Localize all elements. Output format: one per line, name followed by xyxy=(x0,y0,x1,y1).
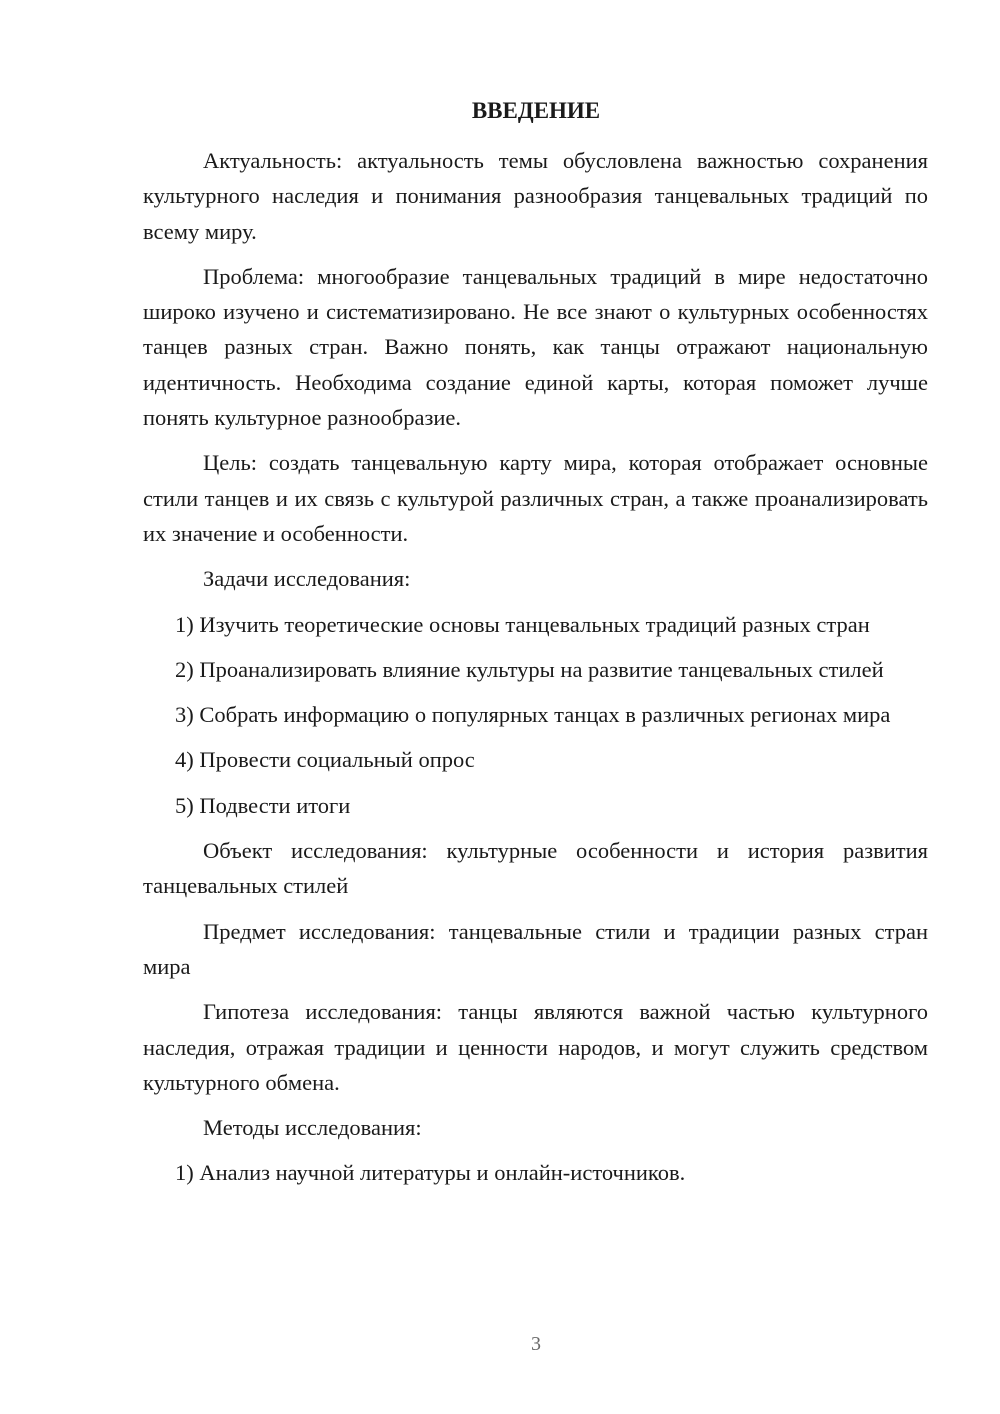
method-item-1: 1) Анализ научной литературы и онлайн-источников. xyxy=(175,1160,686,1186)
paragraph-goal: Цель: создать танцевальную карту мира, которая отображает основные стили танцев и их связь с культурой различных стран, а также проанализировать их значение и особенности. xyxy=(143,450,928,546)
paragraph-relevance: Актуальность: актуальность темы обусловлена важностью сохранения культурного наследия и понимания разнообразия танцевальных традиций по всему миру. xyxy=(143,148,928,244)
paragraph-object: Объект исследования: культурные особенности и история развития танцевальных стилей xyxy=(143,838,928,899)
task-item-1: 1) Изучить теоретические основы танцевальных традиций разных стран xyxy=(175,611,870,637)
tasks-heading: Задачи исследования: xyxy=(203,566,411,592)
page-number: 3 xyxy=(531,1333,541,1355)
task-item-4: 4) Провести социальный опрос xyxy=(175,747,475,773)
paragraph-subject: Предмет исследования: танцевальные стили и традиции разных стран мира xyxy=(143,918,928,979)
paragraph-hypothesis: Гипотеза исследования: танцы являются важной частью культурного наследия, отражая традиции и ценности народов, и могут служить средством культурного обмена. xyxy=(143,999,928,1095)
document-body xyxy=(143,143,928,1201)
methods-heading: Методы исследования: xyxy=(203,1115,422,1141)
task-item-2: 2) Проанализировать влияние культуры на развитие танцевальных стилей xyxy=(175,656,884,682)
page-title: ВВЕДЕНИЕ xyxy=(471,98,601,123)
task-item-5: 5) Подвести итоги xyxy=(175,792,351,818)
task-item-3: 3) Собрать информацию о популярных танцах в различных регионах мира xyxy=(175,702,891,728)
paragraph-problem: Проблема: многообразие танцевальных традиций в мире недостаточно широко изучено и систематизировано. Не все знают о культурных особенностях танцев разных стран. Важно понять, как танцы отражают национальную идентичность. Необходима создание единой карты, которая поможет лучше понять культурное разнообразие. xyxy=(143,263,928,431)
